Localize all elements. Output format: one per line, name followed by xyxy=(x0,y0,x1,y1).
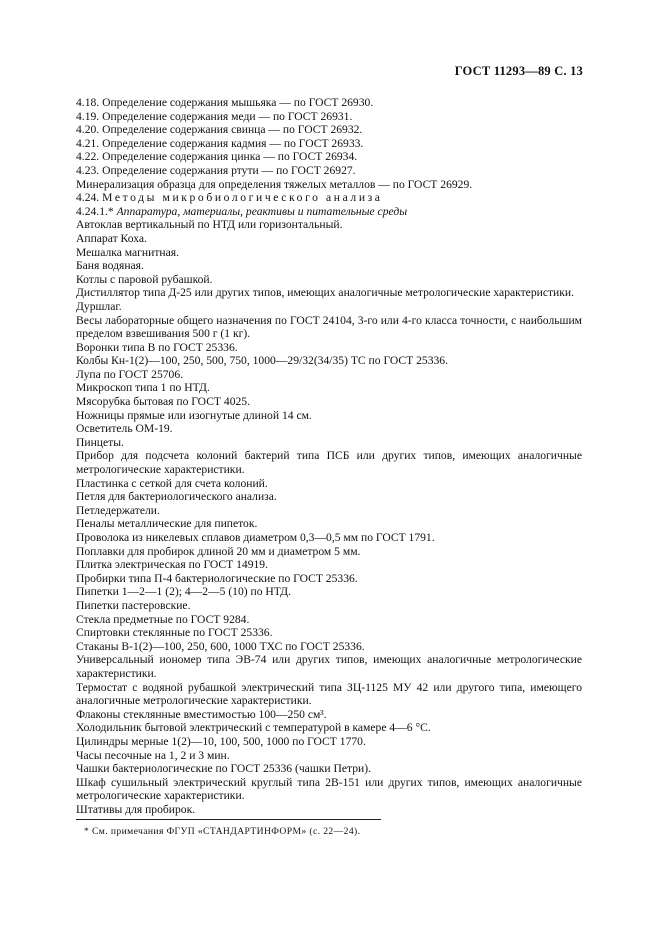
equipment-item: Ножницы прямые или изогнутые длиной 14 см. xyxy=(76,408,312,422)
equipment-item: Стаканы В-1(2)—100, 250, 600, 1000 ТХС по ГОСТ 25336. xyxy=(76,639,365,653)
equipment-item: Котлы с паровой рубашкой. xyxy=(76,272,213,286)
equipment-item: Автоклав вертикальный по НТД или горизонтальный. xyxy=(76,218,343,232)
clause-4-22: 4.22. Определение содержания цинка — по ГОСТ 26934. xyxy=(76,150,358,164)
equipment-item: Петля для бактериологического анализа. xyxy=(76,490,277,504)
clause-4-20: 4.20. Определение содержания свинца — по ГОСТ 26932. xyxy=(76,123,363,137)
subsection-title: Аппаратура, материалы, реактивы и питательные среды xyxy=(116,204,408,218)
equipment-item: Воронки типа В по ГОСТ 25336. xyxy=(76,340,238,354)
page-header: ГОСТ 11293—89 С. 13 xyxy=(454,64,583,78)
equipment-item: Мясорубка бытовая по ГОСТ 4025. xyxy=(76,395,250,409)
equipment-item: Флаконы стеклянные вместимостью 100—250 см³. xyxy=(76,707,327,721)
section-title: Методы микробиологического анализа xyxy=(102,191,383,205)
equipment-item: Пипетки пастеровские. xyxy=(76,598,191,612)
equipment-item: Шкаф сушильный электрический круглый типа 2В-151 или других типов, имеющих аналогичные метрологические характеристики. xyxy=(76,775,582,803)
equipment-item: Баня водяная. xyxy=(76,259,144,273)
equipment-item: Пробирки типа П-4 бактериологические по ГОСТ 25336. xyxy=(76,571,358,585)
equipment-item: Стекла предметные по ГОСТ 9284. xyxy=(76,612,250,626)
mineralization-clause: Минерализация образца для определения тяжелых металлов — по ГОСТ 26929. xyxy=(76,177,473,191)
footnote: * См. примечания ФГУП «СТАНДАРТИНФОРМ» (с. 22—24). xyxy=(84,826,361,837)
equipment-item: Колбы Кн-1(2)—100, 250, 500, 750, 1000—29/32(34/35) ТС по ГОСТ 25336. xyxy=(76,354,448,368)
equipment-item: Микроскоп типа 1 по НТД. xyxy=(76,381,210,395)
equipment-item: Аппарат Коха. xyxy=(76,231,147,245)
equipment-item: Спиртовки стеклянные по ГОСТ 25336. xyxy=(76,626,273,640)
equipment-item: Дуршлаг. xyxy=(76,299,122,313)
equipment-list xyxy=(76,218,582,816)
equipment-item: Термостат с водяной рубашкой электрический типа ЗЦ-1125 МУ 42 или другого типа, имеющего аналогичные метрологические характеристики. xyxy=(76,680,582,708)
equipment-item: Часы песочные на 1, 2 и 3 мин. xyxy=(76,748,230,762)
equipment-item: Цилиндры мерные 1(2)—10, 100, 500, 1000 по ГОСТ 1770. xyxy=(76,734,366,748)
document-body xyxy=(76,96,582,816)
equipment-item: Чашки бактериологические по ГОСТ 25336 (чашки Петри). xyxy=(76,762,371,776)
equipment-item: Лупа по ГОСТ 25706. xyxy=(76,367,184,381)
section-4-24-heading xyxy=(76,191,582,205)
equipment-item: Пинцеты. xyxy=(76,435,124,449)
equipment-item: Дистиллятор типа Д-25 или других типов, имеющих аналогичные метрологические характеристики. xyxy=(76,286,574,300)
equipment-item: Пеналы металлические для пипеток. xyxy=(76,517,258,531)
equipment-item: Проволока из никелевых сплавов диаметром 0,3—0,5 мм по ГОСТ 1791. xyxy=(76,531,435,544)
clause-4-18: 4.18. Определение содержания мышьяка — по ГОСТ 26930. xyxy=(76,96,374,109)
clause-4-19: 4.19. Определение содержания меди — по ГОСТ 26931. xyxy=(76,109,353,123)
equipment-item: Пластинка с сеткой для счета колоний. xyxy=(76,476,268,490)
subsection-4-24-1-heading xyxy=(76,205,582,219)
equipment-item: Осветитель ОМ-19. xyxy=(76,422,173,436)
equipment-item: Штативы для пробирок. xyxy=(76,802,196,816)
equipment-item: Весы лабораторные общего назначения по ГОСТ 24104, 3-го или 4-го класса точности, с наибольшим пределом взвешивания 500 г (1 кг). xyxy=(76,313,582,341)
section-number: 4.24. xyxy=(76,191,100,205)
equipment-item: Холодильник бытовой электрический с температурой в камере 4—6 °С. xyxy=(76,721,431,735)
footnote-divider xyxy=(76,819,381,820)
equipment-item: Поплавки для пробирок длиной 20 мм и диаметром 5 мм. xyxy=(76,544,361,558)
equipment-item: Плитка электрическая по ГОСТ 14919. xyxy=(76,558,268,572)
equipment-item: Мешалка магнитная. xyxy=(76,245,179,259)
equipment-item: Пипетки 1—2—1 (2); 4—2—5 (10) по НТД. xyxy=(76,585,291,599)
subsection-number: 4.24.1.* xyxy=(76,204,114,218)
clause-4-23: 4.23. Определение содержания ртути — по ГОСТ 26927. xyxy=(76,163,356,177)
equipment-item: Петледержатели. xyxy=(76,503,160,517)
equipment-item: Прибор для подсчета колоний бактерий типа ПСБ или других типов, имеющих аналогичные метрологические характеристики. xyxy=(76,449,582,477)
equipment-item: Универсальный иономер типа ЭВ-74 или других типов, имеющих аналогичные метрологические характеристики. xyxy=(76,653,582,680)
clause-4-21: 4.21. Определение содержания кадмия — по ГОСТ 26933. xyxy=(76,136,364,150)
